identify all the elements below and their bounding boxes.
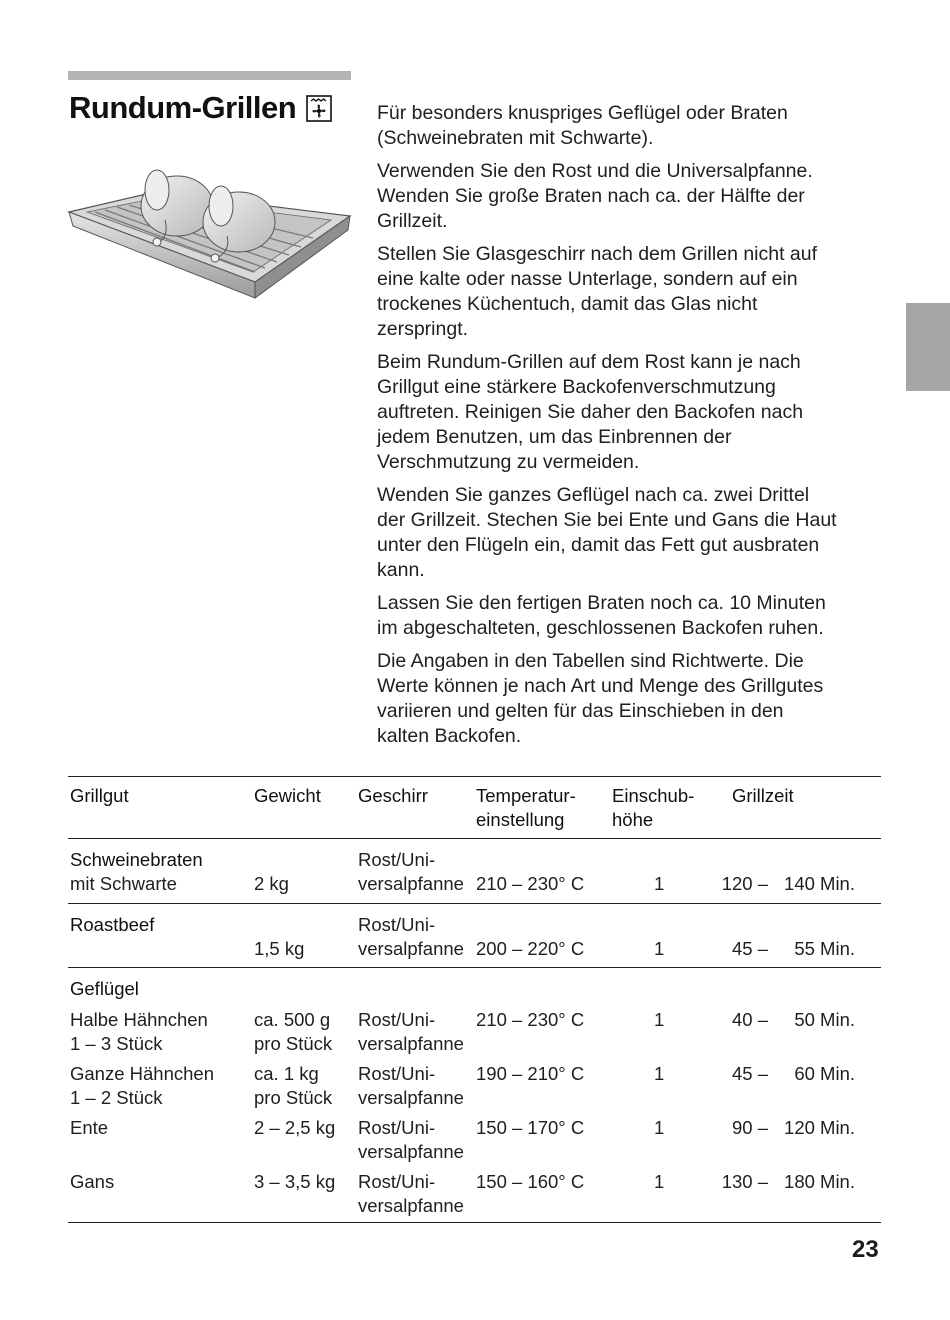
cell-name: Halbe Hähnchen (70, 1009, 208, 1030)
cell-zeit-bis: 180 Min. (784, 1171, 855, 1192)
cell-zeit-bis: 55 Min. (794, 938, 855, 959)
cell-name: Ganze Hähnchen (70, 1063, 214, 1084)
cell-geschirr: Rost/Uni- (358, 1063, 436, 1084)
cell-zeit-von: 120 – (721, 873, 768, 894)
header-gewicht: Gewicht (254, 785, 321, 806)
header-einschub: Einschub- (612, 785, 695, 806)
cell-temperatur: 190 – 210° C (476, 1063, 585, 1084)
cell-name-detail: mit Schwarte (70, 873, 177, 894)
table-row-roastbeef (68, 904, 881, 967)
cell-geschirr: Rost/Uni- (358, 1171, 436, 1192)
cell-geschirr: Rost/Uni- (358, 1009, 436, 1030)
cell-zeit-bis: 120 Min. (784, 1117, 855, 1138)
cell-name-detail: 1 – 3 Stück (70, 1033, 163, 1054)
section-top-bar (68, 71, 351, 80)
cell-zeit-von: 90 – (731, 1117, 768, 1138)
header-temperatur: Temperatur- (476, 785, 576, 806)
cell-gewicht-detail: pro Stück (254, 1087, 333, 1108)
cell-temperatur: 150 – 160° C (476, 1171, 585, 1192)
cell-gewicht: ca. 1 kg (254, 1063, 319, 1084)
cell-einschub: 1 (654, 1117, 665, 1138)
cell-einschub: 1 (654, 1063, 665, 1084)
cell-name: Schweinebraten (70, 849, 203, 870)
cell-zeit-bis: 50 Min. (794, 1009, 855, 1030)
cell-name: Gans (70, 1171, 115, 1192)
section-heading-gefluegel: Geflügel (70, 978, 139, 999)
cell-gewicht-detail: pro Stück (254, 1033, 333, 1054)
paragraph-3: Stellen Sie Glasgeschirr nach dem Grillen nicht auf eine kalte oder nasse Unterlage, sondern auf ein trockenes Küchentuch, damit das Glas nicht zerspringt. (377, 243, 818, 340)
cell-geschirr: Rost/Uni- (358, 1117, 436, 1138)
cell-gewicht: 2 – 2,5 kg (254, 1117, 336, 1138)
cell-gewicht: 2 kg (254, 873, 289, 894)
paragraph-7: Die Angaben in den Tabellen sind Richtwerte. Die Werte können je nach Art und Menge des Grillgutes variieren und gelten für das Einschieben in den kalten Backofen. (377, 650, 824, 747)
header-einstellung: einstellung (476, 809, 565, 830)
oven-grill-fan-icon (306, 95, 332, 122)
cell-geschirr-2: versalpfanne (358, 1141, 464, 1162)
paragraph-5: Wenden Sie ganzes Geflügel nach ca. zwei Drittel der Grillzeit. Stechen Sie bei Ente und Gans die Haut unter den Flügeln ein, damit das Fett gut ausbraten kann. (377, 484, 837, 581)
table-section-gefluegel (68, 968, 881, 1222)
cell-name: Roastbeef (70, 914, 155, 935)
cell-temperatur: 150 – 170° C (476, 1117, 585, 1138)
cell-temperatur: 200 – 220° C (476, 938, 585, 959)
cell-temperatur: 210 – 230° C (476, 873, 585, 894)
header-grillzeit: Grillzeit (732, 785, 794, 806)
grill-table (68, 776, 881, 1223)
cell-zeit-von: 130 – (721, 1171, 768, 1192)
table-rule (68, 1222, 881, 1223)
paragraph-1: Für besonders knuspriges Geflügel oder Braten (Schweinebraten mit Schwarte). (377, 102, 788, 149)
cell-einschub: 1 (654, 1009, 665, 1030)
cell-geschirr-2: versalpfanne (358, 1033, 464, 1054)
header-grillgut: Grillgut (70, 785, 129, 806)
cell-gewicht: 1,5 kg (254, 938, 305, 959)
cell-zeit-von: 45 – (731, 938, 768, 959)
cell-temperatur: 210 – 230° C (476, 1009, 585, 1030)
cell-geschirr-2: versalpfanne (358, 1087, 464, 1108)
cell-zeit-von: 45 – (731, 1063, 768, 1084)
cell-zeit-bis: 140 Min. (784, 873, 855, 894)
header-geschirr: Geschirr (358, 785, 428, 806)
page-title: Rundum-Grillen (69, 90, 297, 125)
cell-gewicht: 3 – 3,5 kg (254, 1171, 336, 1192)
cell-name-detail: 1 – 2 Stück (70, 1087, 163, 1108)
chapter-side-tab (906, 303, 950, 391)
paragraph-6: Lassen Sie den fertigen Braten noch ca. 10 Minuten im abgeschalteten, geschlossenen Backofen ruhen. (377, 592, 826, 639)
header-hoehe: höhe (612, 809, 654, 830)
paragraph-4: Beim Rundum-Grillen auf dem Rost kann je nach Grillgut eine stärkere Backofenverschmutzung auftreten. Reinigen Sie daher den Backofen nach jedem Benutzen, um das Einbrennen der Verschmutzung zu vermeiden. (377, 351, 804, 473)
cell-gewicht: ca. 500 g (254, 1009, 331, 1030)
cell-einschub: 1 (654, 1171, 665, 1192)
cell-geschirr: Rost/Uni- (358, 914, 436, 935)
table-row-schweinebraten (68, 839, 881, 903)
cell-einschub: 1 (654, 873, 665, 894)
cell-zeit-bis: 60 Min. (794, 1063, 855, 1084)
cell-geschirr-2: versalpfanne (358, 873, 464, 894)
cell-zeit-von: 40 – (731, 1009, 768, 1030)
cell-geschirr-2: versalpfanne (358, 938, 464, 959)
cell-geschirr: Rost/Uni- (358, 849, 436, 870)
table-header (68, 777, 881, 838)
paragraph-2: Verwenden Sie den Rost und die Universalpfanne. Wenden Sie große Braten nach ca. der Hälfte der Grillzeit. (377, 160, 813, 232)
cell-einschub: 1 (654, 938, 665, 959)
description-text (377, 101, 887, 757)
cell-name: Ente (70, 1117, 109, 1138)
page-number: 23 (852, 1236, 879, 1263)
cell-geschirr-2: versalpfanne (358, 1195, 464, 1216)
chickens-on-grill-tray-illustration (65, 150, 355, 310)
